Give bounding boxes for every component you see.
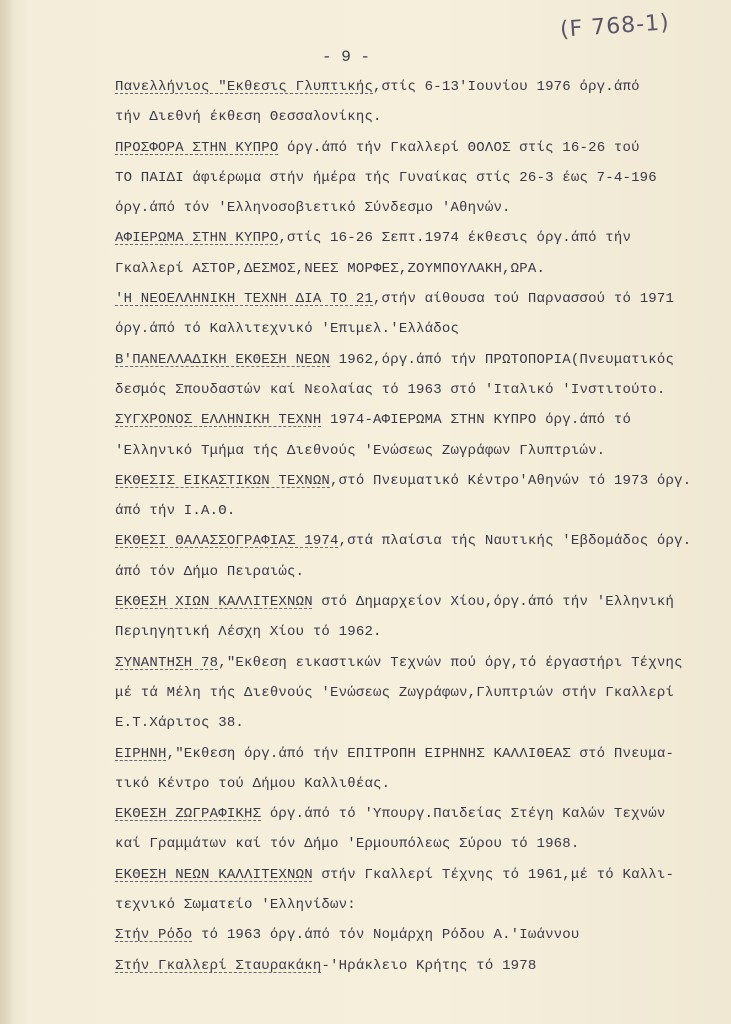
exhibition-title: Στήν Ρόδο [115,927,193,944]
exhibition-title: ΑΦΙΕΡΩΜΑ ΣΤΗΝ ΚΥΠΡΟ [115,230,279,247]
exhibition-title: Β'ΠΑΝΕΛΛΑΔΙΚΗ ΕΚΘΕΣΗ ΝΕΩΝ [115,351,331,368]
exhibition-details: ,στά πλαίσια τής Ναυτικής 'Εβδομάδος όργ. [338,533,692,550]
exhibition-title: ΕΚΘΕΣΗ ΧΙΩΝ ΚΑΛΛΙΤΕΧΝΩΝ [115,594,313,611]
entry-first-line [115,409,715,439]
entry-continuation-line [115,167,715,197]
entry-first-line [115,924,715,954]
exhibition-details: 'Ελληνικό Τμήμα τής Διεθνούς 'Ενώσεως Ζωγράφων Γλυπτριών. [115,442,606,459]
entry-continuation-line [115,833,715,863]
exhibition-details: τό 1963 όργ.άπό τόν Νομάρχη Ρόδου Α.'Ιωάννου [192,927,580,944]
exhibition-details: καί Γραμμάτων καί τόν Δήμο 'Ερμουπόλεως Σύρου τό 1968. [115,836,580,853]
exhibition-details: ,"Εκθεση εικαστικών Τεχνών πού όργ,τό έργαστήρι Τέχνης [218,654,683,671]
exhibition-title: ΣΥΝΑΝΤΗΣΗ 78 [115,654,219,671]
exhibition-details: ,στήν αίθουσα τού Παρνασσού τό 1971 [373,291,675,308]
entry-first-line [115,803,715,833]
exhibition-title: ΕΙΡΗΝΗ [115,745,167,762]
exhibition-details: ,"Εκθεση όργ.άπό τήν ΕΠΙΤΡΟΠΗ ΕΙΡΗΝΗΣ ΚΑΛΛΙΘΕΑΣ στό Πνευμα- [166,745,675,762]
entry-first-line [115,652,715,682]
entry-continuation-line [115,682,715,712]
exhibition-details: τεχνικό Σωματείο 'Ελληνίδων: [115,897,356,914]
entry-first-line [115,470,715,500]
entry-continuation-line [115,894,715,924]
exhibition-title: 'Η ΝΕΟΕΛΛΗΝΙΚΗ ΤΕΧΝΗ ΔΙΑ ΤΟ 21 [115,291,374,308]
page-edge-shadow [0,0,14,1024]
exhibition-details: ,στίς 16-26 Σεπτ.1974 έκθεσις όργ.άπό τήν [278,230,632,247]
exhibition-details: τικό Κέντρο τού Δήμου Καλλιθέας. [115,775,391,792]
entry-first-line [115,227,715,257]
exhibition-details: όργ.άπό τό Καλλιτεχνικό 'Επιμελ.'Ελλάδος [115,321,460,338]
exhibition-details: άπό τόν Δήμο Πειραιώς. [115,563,305,580]
exhibition-details: ,στό Πνευματικό Κέντρο'Αθηνών τό 1973 όργ. [330,472,692,489]
exhibition-details: Γκαλλερί ΑΣΤΟΡ,ΔΕΣΜΟΣ,ΝΕΕΣ ΜΟΡΦΕΣ,ΖΟΥΜΠΟΥΛΑΚΗ,ΩΡΑ. [115,260,546,277]
page-number: - 9 - [322,48,371,66]
exhibition-details: Περιηγητική Λέσχη Χίου τό 1962. [115,624,382,641]
exhibition-details: τήν Διεθνή έκθεση Θεσσαλονίκης. [115,109,382,126]
exhibition-details: ,στίς 6-13'Ιουνίου 1976 όργ.άπό [373,79,640,95]
entry-continuation-line [115,712,715,742]
entry-first-line [115,288,715,318]
entry-continuation-line [115,621,715,651]
entry-continuation-line [115,379,715,409]
entry-first-line [115,76,715,106]
entry-continuation-line [115,258,715,288]
entry-first-line [115,591,715,621]
exhibition-title: ΕΚΘΕΣΗ ΝΕΩΝ ΚΑΛΛΙΤΕΧΝΩΝ [115,866,313,883]
exhibition-details: 1962,όργ.άπό τήν ΠΡΩΤΟΠΟΡΙΑ(Πνευματικός [330,351,675,368]
exhibition-details: ΤΟ ΠΑΙΔΙ άφιέρωμα στήν ήμέρα τής Γυναίκας στίς 26-3 έως 7-4-196 [115,169,657,186]
entry-first-line [115,349,715,379]
entry-continuation-line [115,197,715,227]
entry-first-line [115,137,715,167]
exhibition-title: ΕΚΘΕΣΙ ΘΑΛΑΣΣΟΓΡΑΦΙΑΣ 1974 [115,533,339,550]
exhibition-details: 1974-ΑΦΙΕΡΩΜΑ ΣΤΗΝ ΚΥΠΡΟ όργ.άπό τό [321,412,632,429]
entry-continuation-line [115,561,715,591]
entry-continuation-line [115,440,715,470]
exhibition-details: όργ.άπό τόν 'Ελληνοσοβιετικό Σύνδεσμο 'Αθηνών. [115,200,511,217]
exhibition-details: Ε.Τ.Χάριτος 38. [115,715,245,732]
entry-first-line [115,955,715,985]
entry-first-line [115,743,715,773]
entry-continuation-line [115,773,715,803]
exhibitions-list [115,76,715,985]
exhibition-details: στήν Γκαλλερί Τέχνης τό 1961,μέ τό Καλλι- [312,866,675,883]
exhibition-title: ΣΥΓΧΡΟΝΟΣ ΕΛΛΗΝΙΚΗ ΤΕΧΝΗ [115,412,322,429]
exhibition-details: όργ.άπό τήν Γκαλλερί ΘΟΛΟΣ στίς 16-26 τού [278,139,640,156]
entry-continuation-line [115,106,715,136]
exhibition-title: ΕΚΘΕΣΙΣ ΕΙΚΑΣΤΙΚΩΝ ΤΕΧΝΩΝ [115,472,331,489]
exhibition-title: ΠΡΟΣΦΟΡΑ ΣΤΗΝ ΚΥΠΡΟ [115,139,279,156]
exhibition-details: στό Δημαρχείον Χίου,όργ.άπό τήν 'Ελληνική [312,594,675,611]
exhibition-title: Στήν Γκαλλερί Σταυρακάκη [115,957,322,974]
archive-reference: (F 768-1) [559,10,671,43]
entry-first-line [115,864,715,894]
exhibition-details: άπό τήν Ι.Α.Θ. [115,503,236,520]
entry-continuation-line [115,500,715,530]
exhibition-details: δεσμός Σπουδαστών καί Νεολαίας τό 1963 στό 'Ιταλικό 'Ινστιτούτο. [115,381,666,398]
entry-first-line [115,530,715,560]
exhibition-details: -'Ηράκλειο Κρήτης τό 1978 [321,957,537,974]
exhibition-title: ΕΚΘΕΣΗ ΖΩΓΡΑΦΙΚΗΣ [115,806,262,823]
entry-continuation-line [115,318,715,348]
exhibition-details: μέ τά Μέλη τής Διεθνούς 'Ενώσεως Ζωγράφων,Γλυπτριών στήν Γκαλλερί [115,684,675,701]
exhibition-details: όργ.άπό τό 'Υπουργ.Παιδείας Στέγη Καλών Τεχνών [261,806,666,823]
exhibition-title: Πανελλήνιος "Εκθεσις Γλυπτικής [115,79,374,95]
